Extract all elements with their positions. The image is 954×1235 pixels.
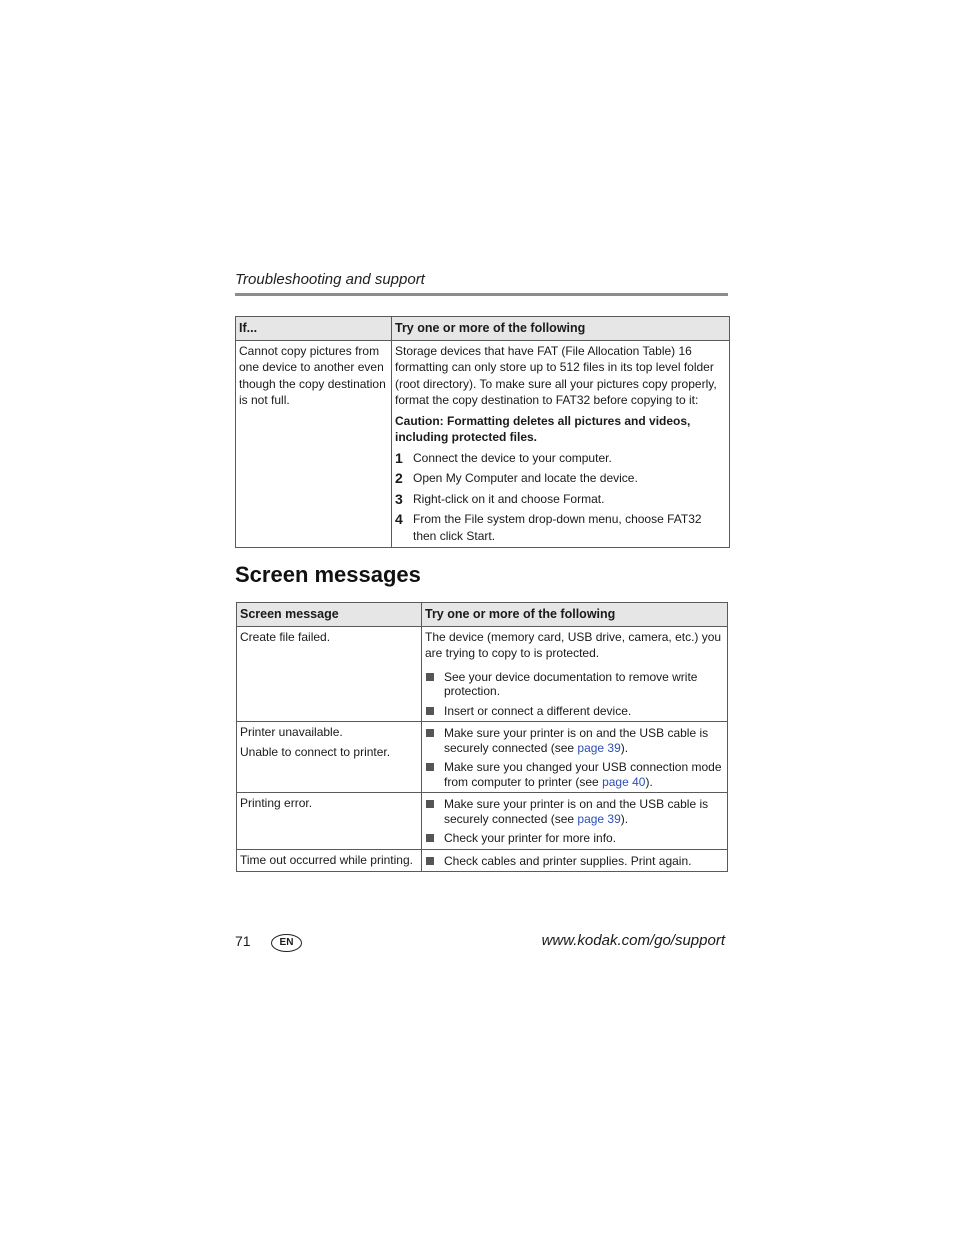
message-text: Create file failed. [240,629,331,644]
step-text: Open My Computer and locate the device. [413,471,638,485]
bullet-item [425,797,724,826]
caution-text: Caution: Formatting deletes all pictures and videos, including protected files. [395,413,691,444]
step-number: 4 [395,511,403,527]
step-number: 1 [395,449,403,466]
table-header-row [237,603,728,627]
bullet-item [425,760,724,789]
column-header-solutions: Try one or more of the following [392,317,730,341]
bullet-text: Check your printer for more info. [444,831,617,845]
square-bullet-icon [426,763,434,771]
step-item [395,491,726,508]
step-item [395,511,726,544]
page-link[interactable]: page 40 [602,774,646,789]
square-bullet-icon [426,673,434,681]
solution-cell [422,793,728,850]
message-cell [237,793,422,850]
table-row [237,793,728,850]
solution-cell [422,722,728,793]
column-header-screen-message: Screen message [237,603,422,627]
square-bullet-icon [426,857,434,865]
bullet-text: Make sure your printer is on and the USB cable is securely connected (see [444,726,709,755]
message-text: Printer unavailable. [240,725,343,739]
message-text: Time out occurred while printing. [240,852,413,867]
bullet-text: Make sure you changed your USB connection mode from computer to printer (see [444,760,722,789]
support-url[interactable]: www.kodak.com/go/support [541,932,725,949]
square-bullet-icon [426,834,434,842]
page-link[interactable]: page 39 [577,740,621,755]
solution-cell [422,626,728,722]
table-row [236,340,730,548]
bullet-item [425,670,724,699]
problem-cell [236,340,392,548]
column-header-if: If... [236,317,392,341]
solution-cell [392,340,730,548]
bullet-text-end: ). [620,811,629,826]
bullet-text-end: ). [645,774,653,789]
message-cell [237,722,422,793]
square-bullet-icon [426,729,434,737]
bullet-item [425,831,724,846]
bullet-item [425,854,724,869]
message-text: Printing error. [240,796,313,810]
table-row [237,722,728,793]
step-text: Right-click on it and choose Format. [413,491,605,506]
header-rule [235,293,728,296]
screen-messages-table [236,602,728,872]
bullet-item [425,704,724,719]
solution-intro: The device (memory card, USB drive, camera, etc.) you are trying to copy to is protected. [425,629,722,660]
table-header-row [236,317,730,341]
language-badge: EN [271,934,302,952]
bullet-text: Insert or connect a different device. [444,703,632,718]
square-bullet-icon [426,707,434,715]
solution-cell [422,849,728,872]
page-number: 71 [235,933,251,949]
step-item [395,450,726,467]
page-link[interactable]: page 39 [577,811,621,826]
bullet-text: Check cables and printer supplies. Print again. [444,853,692,868]
bullet-text-end: ). [620,740,629,755]
bullet-text: Make sure your printer is on and the USB cable is securely connected (see [444,797,709,826]
step-text: Connect the device to your computer. [413,450,612,465]
step-item [395,470,726,487]
table-row [237,849,728,872]
solution-intro: Storage devices that have FAT (File Allocation Table) 16 formatting can only store up to 512 files in its top level folder (root directory). To make sure all your pictures copy properly, format the copy destination to FAT32 before copying to it: [395,343,717,407]
problem-text: Cannot copy pictures from one device to another even though the copy destination is not full. [239,343,386,407]
step-number: 3 [395,490,403,507]
square-bullet-icon [426,800,434,808]
message-text: Unable to connect to printer. [240,744,391,759]
section-title: Screen messages [235,562,421,587]
step-number: 2 [395,470,403,486]
step-text: From the File system drop-down menu, choose FAT32 then click Start. [413,512,702,543]
column-header-solutions: Try one or more of the following [422,603,728,627]
message-cell [237,626,422,722]
bullet-text: See your device documentation to remove write protection. [444,669,698,698]
message-cell [237,849,422,872]
table-row [237,626,728,722]
running-head: Troubleshooting and support [235,271,425,288]
troubleshooting-table [235,316,730,548]
bullet-item [425,726,724,755]
